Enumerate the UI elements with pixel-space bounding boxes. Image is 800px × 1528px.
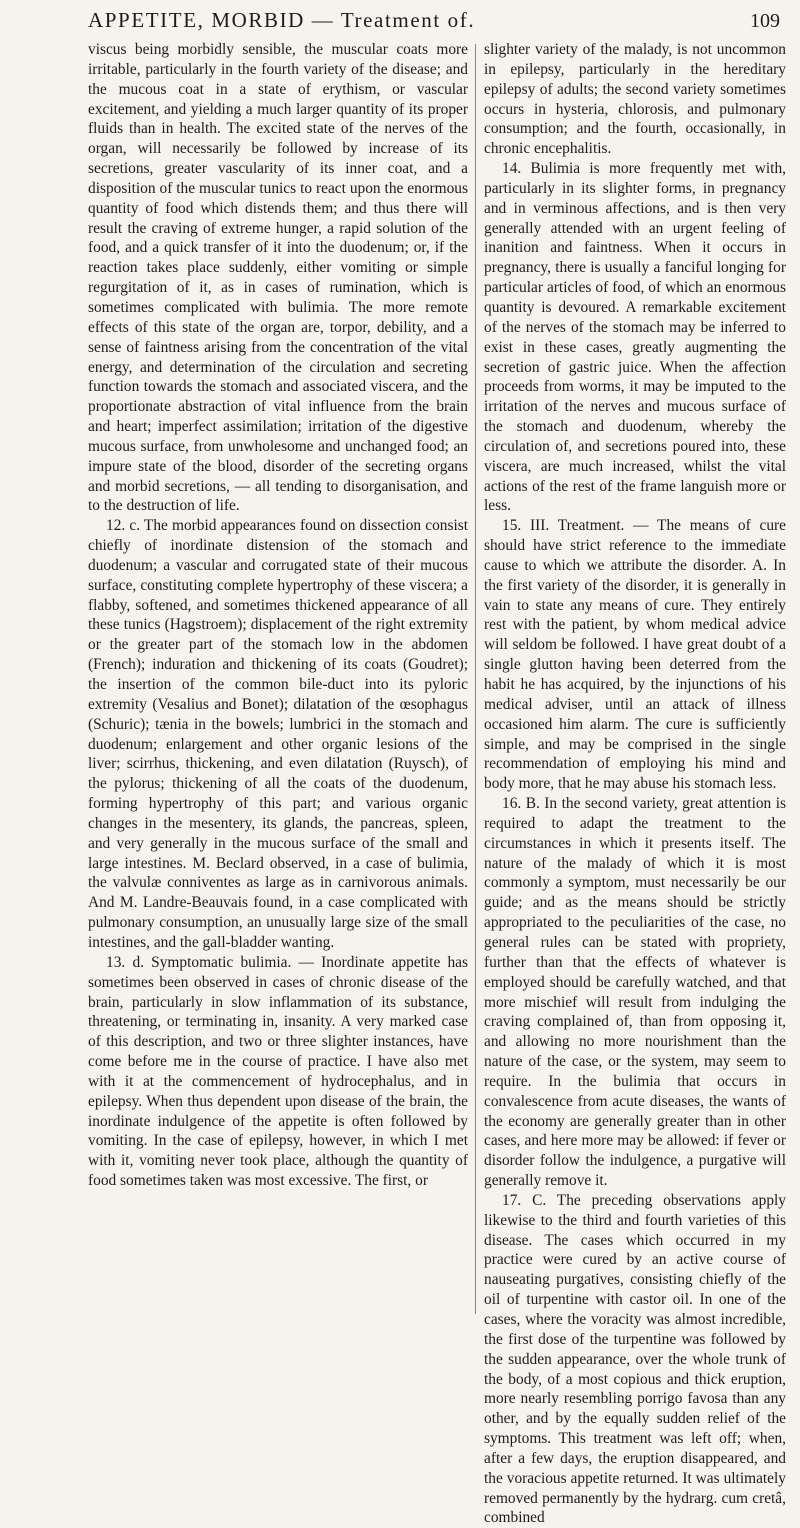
paragraph-intro: viscus being morbidly sensible, the muscular coats more irritable, particularly in the fourth variety of the disease; and the mucous coat in a state of erythism, or vascular excitement, and yielding a much larger quantity of its proper fluids than in health. The excited state of the nerves of the organ, will necessarily be followed by increase of its secretions, greater vascularity of its inner coat, and a disposition of the muscular tunics to react upon the enormous quantity of food which distends them; and thus there will result the craving of extreme hunger, a rapid solution of the food, and a quick transfer of it into the duodenum; or, if the reaction takes place suddenly, either vomiting or simple regurgitation of it, as in cases of rumination, which is sometimes complicated with bulimia. The more remote effects of this state of the organ are, torpor, debility, and a sense of faintness arising from the concentration of the vital energy, and determination of the circulation and secreting function towards the stomach and associated viscera, and the proportionate abstraction of vital influence from the brain and heart; imperfect assimilation; irritation of the digestive mucous surface, from unwholesome and unchanged food; an impure state of the blood, disorder of the secreting organs and morbid secretions, — all tending to disorganisation, and to the destruction of life. <box>88 41 468 515</box>
column-divider <box>475 44 476 1314</box>
paragraph-14: 14. Bulimia is more frequently met with, particularly in its slighter forms, in pregnancy and in verminous affections, and is then very generally attended with an urgent feeling of inanition and faintness. When it occurs in pregnancy, there is usually a fanciful longing for particular articles of food, of which an enormous quantity is devoured. A remarkable excitement of the nerves of the stomach may be inferred to exist in these cases, greatly augmenting the secretion of gastric juice. When the affection proceeds from worms, it may be imputed to the irritation of the nerves and mucous surface of the stomach and duodenum, whereby the circulation of, and secretions poured into, these viscera, are much increased, whilst the vital actions of the rest of the frame languish more or less. <box>484 160 786 515</box>
paragraph-13: 13. d. Symptomatic bulimia. — Inordinate appetite has sometimes been observed in cases of chronic disease of the brain, particularly in slow inflammation of its substance, threatening, or terminating in, insanity. A very marked case of this description, and two or three slighter instances, have come before me in the course of practice. I have also met with it at the commencement of hydrocephalus, and in epilepsy. When thus dependent upon disease of the brain, the inordinate indulgence of the appetite is often followed by vomiting. In the case of epilepsy, however, in which I met with it, vomiting never took place, although the quantity of food sometimes taken was most excessive. The first, or <box>88 953 468 1190</box>
paragraph-15: 15. III. Treatment. — The means of cure should have strict reference to the immediate cause to which we attribute the disorder. A. In the first variety of the disorder, it is generally in vain to state any means of cure. They entirely rest with the patient, by whom medical advice will seldom be followed. I have great doubt of a single glutton having been deterred from the habit he has acquired, by the injunctions of his medical adviser, until an attack of illness occasioned him alarm. The cure is sufficiently simple, and may be comprised in the single recommendation of employing his mind and body more, that he may abuse his stomach less. <box>484 517 786 793</box>
paragraph-continued: slighter variety of the malady, is not uncommon in epilepsy, particularly in the hereditary epilepsy of adults; the second variety sometimes occurs in hysteria, chlorosis, and pulmonary consumption; and the fourth, occasionally, in chronic encephalitis. <box>484 41 786 158</box>
page-number: 109 <box>750 10 780 32</box>
running-title: APPETITE, MORBID — Treatment of. <box>88 8 476 32</box>
paragraph-17: 17. C. The preceding observations apply likewise to the third and fourth varieties of this disease. The cases which occurred in my practice were cured by an active course of nauseating purgatives, consisting chiefly of the oil of turpentine with castor oil. In one of the cases, where the voracity was almost incredible, the first dose of the turpentine was followed by the sudden appearance, over the whole trunk of the body, of a most copious and thick eruption, more nearly resembling porrigo favosa than any other, and by the equally sudden relief of the symptoms. This treatment was left off; when, after a few days, the eruption disappeared, and the voracious appetite returned. It was ultimately removed permanently by the hydrarg. cum cretâ, combined <box>484 1191 786 1527</box>
left-column <box>88 40 468 1315</box>
paragraph-12: 12. c. The morbid appearances found on dissection consist chiefly of inordinate distension of the stomach and duodenum; a vascular and corrugated state of their mucous surface, constituting complete hypertrophy of these viscera; a flabby, softened, and sometimes thickened appearance of all these tunics (Hagstroem); displacement of the right extremity or the greater part of the stomach low in the abdomen (French); induration and thickening of its coats (Goudret); the insertion of the common bile-duct into its pyloric extremity (Vesalius and Bonet); dilatation of the œsophagus (Schuric); tænia in the bowels; lumbrici in the stomach and duodenum; enlargement and other organic lesions of the liver; scirrhus, thickening, and even dilatation (Ruysch), of the pylorus; thickening of all the coats of the duodenum, forming hypertrophy of this part; and various organic changes in the mesentery, its glands, the pancreas, spleen, and very generally in the mucous surface of the small and large intestines. M. Beclard observed, in a case of bulimia, the valvulæ conniventes as large as in carnivorous animals. And M. Landre-Beauvais found, in a case complicated with pulmonary consumption, an unusually large size of the small intestines, and the gall-bladder wanting. <box>88 517 468 951</box>
paragraph-16: 16. B. In the second variety, great attention is required to adapt the treatment to the circumstances in which it presents itself. The nature of the malady of which it is most commonly a symptom, must necessarily be our guide; and as the means should be strictly appropriated to the peculiarities of the case, no general rules can be stated with propriety, further than that the effects of whatever is employed should be carefully watched, and that more mischief will result from indulging the craving complained of, than from opposing it, and allowing no more nourishment than the nature of the case, or the system, may seem to require. In the bulimia that occurs in convalescence from acute diseases, the wants of the economy are generally greater than in other cases, and here more may be allowed: if fever or disorder follow the indulgence, a purgative will generally remove it. <box>484 795 786 1190</box>
right-column <box>484 40 786 1527</box>
running-header <box>88 8 788 44</box>
